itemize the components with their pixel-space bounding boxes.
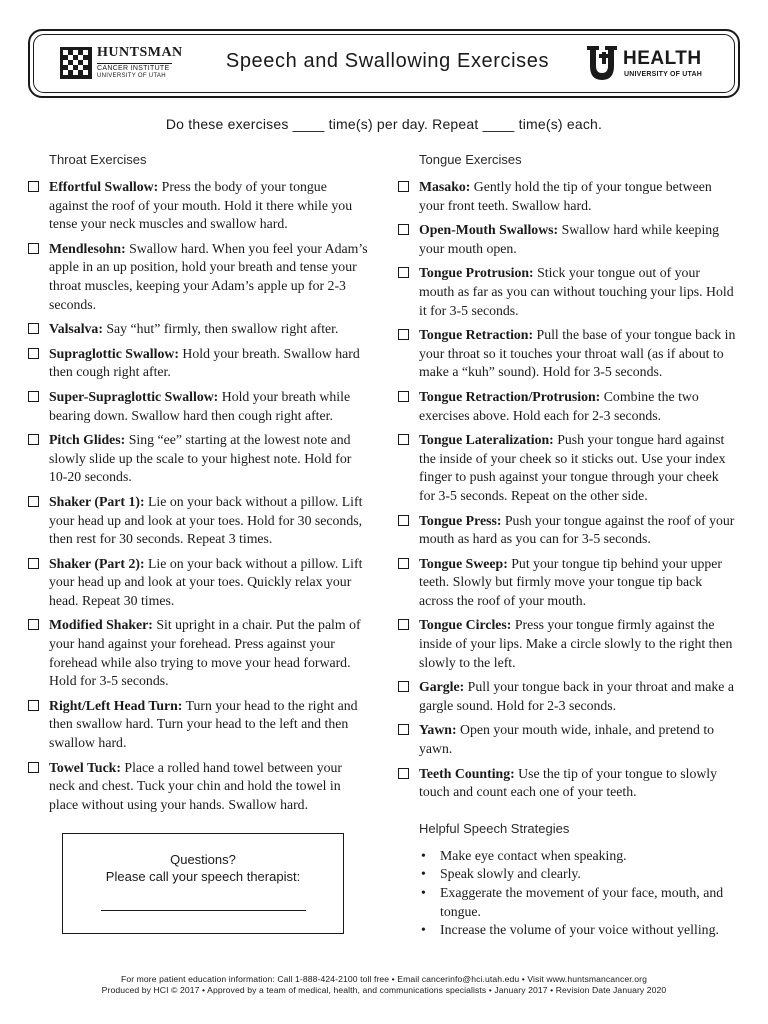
therapist-blank-line[interactable]: [101, 910, 306, 911]
checkbox[interactable]: [398, 681, 409, 692]
exercise-title: Gargle:: [419, 679, 465, 695]
exercise-title: Towel Tuck:: [49, 759, 121, 775]
exercise-item: [28, 388, 368, 425]
questions-prompt: Please call your speech therapist:: [105, 869, 301, 884]
exercise-item: [28, 345, 368, 382]
strategies-heading: Helpful Speech Strategies: [419, 820, 570, 836]
checkbox[interactable]: [28, 434, 39, 445]
exercise-item: [28, 240, 368, 314]
exercise-text: Hold your breath while bearing down. Swallow hard then cough right after.: [49, 388, 351, 423]
university-u-icon: [585, 44, 619, 82]
checkbox[interactable]: [398, 724, 409, 735]
list-item: [419, 847, 738, 866]
exercise-item: [398, 616, 738, 672]
huntsman-mark-icon: [60, 47, 92, 79]
checkbox[interactable]: [28, 323, 39, 334]
exercise-text: Open your mouth wide, inhale, and pretend to yawn.: [419, 722, 715, 757]
exercise-item: [398, 264, 738, 320]
exercise-item: [28, 431, 368, 487]
exercise-text: Sing “ee” starting at the lowest note and slowly slide up the scale to your highest note. Hold for 10-20 seconds.: [49, 432, 352, 485]
tongue-exercises-heading: Tongue Exercises: [419, 152, 522, 167]
exercise-text: Swallow hard. When you feel your Adam’s apple in an up position, hold your breath and tense your throat muscles, keeping your Adam’s apple up for 2-3 seconds.: [49, 240, 368, 312]
exercise-text: Hold your breath. Swallow hard then cough right after.: [49, 345, 360, 380]
checkbox[interactable]: [398, 619, 409, 630]
exercise-title: Tongue Lateralization:: [419, 432, 554, 448]
huntsman-logo-line2: UNIVERSITY OF UTAH: [97, 73, 166, 79]
checkbox[interactable]: [398, 329, 409, 340]
footer-credits: Produced by HCI © 2017 • Approved by a team of medical, health, and communications specialists • January 2017 • Revision Date January 2020: [101, 985, 667, 995]
exercise-title: Pitch Glides:: [49, 432, 126, 448]
bullet: •: [421, 847, 426, 863]
exercise-title: Open-Mouth Swallows:: [419, 222, 559, 238]
huntsman-logo-name: HUNTSMAN: [97, 45, 183, 60]
exercise-text: Turn your head to the right and then swallow hard. Turn your head to the left and then swallow hard.: [49, 697, 358, 751]
tongue-exercises-column: [398, 152, 738, 940]
instructions: Do these exercises ____ time(s) per day. Repeat ____ time(s) each.: [165, 116, 603, 132]
huntsman-logo: [60, 45, 183, 81]
exercise-title: Modified Shaker:: [49, 617, 153, 633]
exercise-text: Say “hut” firmly, then swallow right after.: [102, 321, 339, 337]
checkbox[interactable]: [398, 558, 409, 569]
exercise-title: Tongue Press:: [419, 512, 502, 528]
checkbox[interactable]: [28, 496, 39, 507]
checkbox[interactable]: [398, 181, 409, 192]
strategy-text: Exaggerate the movement of your face, mouth, and tongue.: [440, 885, 724, 919]
exercise-text: Place a rolled hand towel between your neck and chest. Tuck your chin and hold the towel in place without using your hands. Swallow hard.: [49, 759, 343, 812]
exercise-item: [398, 721, 738, 758]
checkbox[interactable]: [398, 391, 409, 402]
exercise-text: Swallow hard while keeping your mouth open.: [419, 222, 720, 256]
questions-box: [62, 833, 344, 934]
exercise-title: Teeth Counting:: [419, 765, 515, 781]
exercise-text: Lie on your back without a pillow. Lift your head up and look at your toes. Quickly relax your head. Repeat 30 times.: [49, 555, 363, 608]
exercise-text: Press the body of your tongue against the roof of your mouth. Hold it there while you tense your neck muscles and swallow hard.: [49, 179, 353, 232]
exercise-text: Sit upright in a chair. Put the palm of your hand against your forehead. Press against your forehead while also trying to move your head forward. Hold for 3-5 seconds.: [49, 617, 361, 689]
huntsman-logo-line1: CANCER INSTITUTE: [97, 65, 170, 72]
exercise-text: Gently hold the tip of your tongue between your front teeth. Swallow hard.: [419, 179, 712, 213]
bullet: •: [421, 866, 426, 882]
strategy-text: Increase the volume of your voice without yelling.: [440, 922, 719, 938]
exercise-title: Shaker (Part 1):: [49, 493, 145, 509]
exercise-title: Tongue Retraction/Protrusion:: [419, 388, 601, 404]
exercise-text: Put your tongue tip behind your upper teeth. Slowly but firmly move your tongue tip back across the roof of your mouth.: [419, 555, 723, 608]
list-item: [419, 865, 738, 884]
exercise-title: Shaker (Part 2):: [49, 555, 145, 571]
exercise-text: Pull the base of your tongue back in your throat so it touches your throat wall (as if about to make a “kuh” sound). Hold for 3-5 seconds.: [419, 327, 736, 380]
footer-contact: For more patient education information: Call 1-888-424-2100 toll free • Email cancerinfo@hci.utah.edu • Visit www.huntsmancancer.org: [120, 974, 647, 984]
u-health-logo: [585, 44, 725, 84]
checkbox[interactable]: [28, 181, 39, 192]
exercise-item: [28, 616, 368, 690]
exercise-item: [398, 555, 738, 611]
exercise-title: Tongue Retraction:: [419, 327, 534, 343]
exercise-item: [398, 512, 738, 549]
exercise-title: Valsalva:: [49, 321, 103, 337]
checkbox[interactable]: [398, 768, 409, 779]
exercise-title: Supraglottic Swallow:: [49, 345, 179, 361]
exercise-item: [28, 697, 368, 753]
checkbox[interactable]: [28, 391, 39, 402]
checkbox[interactable]: [28, 619, 39, 630]
exercise-text: Press your tongue firmly against the inside of your lips. Make a circle slowly to the right then slowly to the left.: [419, 617, 733, 670]
strategies-list: [419, 847, 738, 940]
exercise-title: Right/Left Head Turn:: [49, 697, 183, 713]
checkbox[interactable]: [398, 267, 409, 278]
exercise-item: [28, 759, 368, 815]
exercise-title: Super-Supraglottic Swallow:: [49, 388, 219, 404]
bullet: •: [421, 885, 426, 900]
exercise-item: [28, 320, 368, 339]
exercise-item: [28, 555, 368, 611]
exercise-title: Tongue Circles:: [419, 617, 512, 633]
exercise-item: [398, 678, 738, 715]
checkbox[interactable]: [28, 762, 39, 773]
exercise-text: Use the tip of your tongue to slowly touch and count each one of your teeth.: [419, 765, 718, 800]
exercise-title: Effortful Swallow:: [49, 179, 159, 194]
exercise-item: [398, 431, 738, 505]
questions-label: Questions?: [170, 852, 236, 867]
header-frame: [28, 29, 740, 98]
checkbox[interactable]: [398, 224, 409, 235]
exercise-item: [28, 493, 368, 549]
exercise-title: Yawn:: [419, 722, 457, 738]
exercise-title: Masako:: [419, 179, 471, 194]
list-item: [419, 921, 738, 940]
checkbox[interactable]: [398, 515, 409, 526]
exercise-text: Push your tongue hard against the inside of your cheek so it sticks out. Use your index finger to push against your tongue through your cheek for 3-5 seconds. Repeat on the other side.: [419, 432, 726, 503]
checkbox[interactable]: [28, 558, 39, 569]
exercise-item: [398, 765, 738, 802]
exercise-title: Tongue Protrusion:: [419, 265, 534, 281]
checkbox[interactable]: [28, 243, 39, 254]
exercise-item: [398, 388, 738, 425]
exercise-text: Pull your tongue back in your throat and make a gargle sound. Hold for 2-3 seconds.: [419, 679, 734, 713]
exercise-item: [28, 178, 368, 234]
bullet: •: [421, 922, 426, 938]
checkbox[interactable]: [28, 348, 39, 359]
throat-exercises-heading: Throat Exercises: [49, 152, 147, 167]
page-title: Speech and Swallowing Exercises: [225, 50, 550, 72]
huntsman-logo-rule: [97, 63, 172, 64]
u-health-logo-name: HEALTH: [623, 48, 702, 69]
exercise-item: [398, 326, 738, 382]
exercise-text: Combine the two exercises above. Hold each for 2-3 seconds.: [419, 388, 699, 423]
strategy-text: Speak slowly and clearly.: [440, 866, 581, 882]
exercise-text: Lie on your back without a pillow. Lift your head up and look at your toes. Hold for 30 seconds, then rest for 30 seconds. Repeat 3 times.: [49, 493, 363, 547]
strategy-text: Make eye contact when speaking.: [440, 847, 627, 863]
list-item: [419, 884, 738, 921]
exercise-title: Mendlesohn:: [49, 240, 126, 256]
exercise-item: [398, 178, 738, 215]
throat-exercises-column: [28, 152, 368, 820]
exercise-item: [398, 221, 738, 258]
u-health-logo-line1: UNIVERSITY OF UTAH: [624, 71, 703, 78]
checkbox[interactable]: [28, 700, 39, 711]
exercise-text: Push your tongue against the roof of your mouth as hard as you can for 3-5 seconds.: [419, 512, 735, 547]
exercise-text: Stick your tongue out of your mouth as far as you can without touching your lips. Hold it for 3-5 seconds.: [419, 265, 734, 318]
exercise-title: Tongue Sweep:: [419, 555, 508, 571]
checkbox[interactable]: [398, 434, 409, 445]
